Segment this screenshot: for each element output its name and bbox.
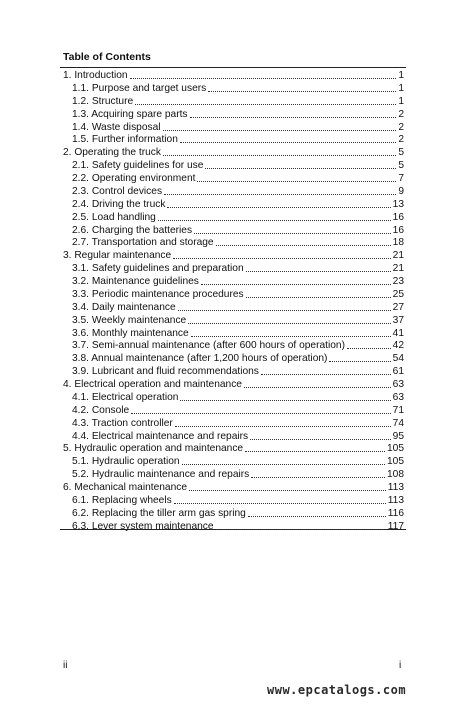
toc-leader-dots — [182, 456, 385, 465]
toc-entry-label: 3.4. Daily maintenance — [72, 301, 176, 313]
toc-entry-label: 3.1. Safety guidelines and preparation — [72, 263, 244, 275]
toc-entry-page: 116 — [387, 507, 404, 519]
toc-leader-dots — [246, 289, 391, 298]
toc-leader-dots — [194, 225, 391, 234]
toc-leader-dots — [164, 186, 396, 195]
toc-leader-dots — [250, 431, 391, 440]
toc-entry[interactable] — [63, 96, 404, 109]
toc-entry-label: 1.2. Structure — [72, 95, 134, 107]
toc-entry-page: 16 — [392, 224, 404, 236]
toc-entry-page: 21 — [392, 263, 404, 275]
toc-entry[interactable] — [63, 199, 404, 212]
toc-entry-page: 113 — [387, 482, 404, 493]
toc-entry[interactable] — [63, 302, 404, 315]
toc-entry-label: 2. Operating the truck — [63, 147, 161, 159]
toc-entry[interactable] — [63, 225, 404, 238]
toc-entry-label: 1.1. Purpose and target users — [72, 82, 207, 94]
toc-entry[interactable] — [63, 147, 404, 160]
toc-entry[interactable] — [63, 366, 404, 379]
toc-entry-page: 25 — [392, 288, 404, 300]
toc-entry[interactable] — [63, 212, 404, 225]
toc-leader-dots — [180, 392, 390, 401]
toc-entry-label: 2.7. Transportation and storage — [72, 237, 214, 249]
toc-entry-label: 4.1. Electrical operation — [72, 391, 179, 403]
toc-entry-page: 95 — [392, 430, 404, 442]
toc-leader-dots — [188, 315, 390, 324]
toc-entry-label: 2.5. Load handling — [72, 211, 156, 223]
toc-entry-label: 4.3. Traction controller — [72, 417, 173, 429]
toc-entry[interactable] — [63, 379, 404, 392]
toc-leader-dots — [216, 237, 391, 246]
toc-leader-dots — [178, 302, 391, 311]
toc-entry-page: 63 — [392, 391, 404, 403]
toc-entry-page: 5 — [398, 160, 404, 172]
toc-entry[interactable] — [63, 122, 404, 135]
toc-entry-page: 2 — [398, 121, 404, 133]
toc-entry-label: 3.5. Weekly maintenance — [72, 314, 187, 326]
toc-entry-label: 3.7. Semi-annual maintenance (after 600 hours of operation) — [72, 340, 345, 352]
toc-leader-dots — [329, 353, 390, 362]
toc-entry-page: 117 — [387, 520, 404, 532]
toc-entry-page: 27 — [392, 301, 404, 313]
toc-leader-dots — [130, 70, 397, 79]
toc-leader-dots — [246, 263, 391, 272]
toc-leader-dots — [163, 122, 397, 131]
toc-entry-label: 3.2. Maintenance guidelines — [72, 276, 199, 287]
toc-entry-label: 4. Electrical operation and maintenance — [63, 379, 242, 390]
toc-entry-label: 5. Hydraulic operation and maintenance — [63, 443, 244, 455]
toc-leader-dots — [180, 134, 396, 143]
toc-entry-label: 2.4. Driving the truck — [72, 198, 166, 210]
toc-entry-label: 1. Introduction — [63, 70, 128, 81]
toc-leader-dots — [245, 443, 385, 452]
toc-entry-label: 3.6. Monthly maintenance — [72, 327, 189, 339]
toc-leader-dots — [197, 173, 396, 182]
toc-leader-dots — [174, 495, 386, 504]
toc-entry[interactable] — [63, 134, 404, 147]
toc-entry[interactable] — [63, 250, 404, 263]
toc-leader-dots — [261, 366, 391, 375]
toc-entry-page: 7 — [398, 173, 404, 184]
toc-entry-page: 61 — [392, 366, 404, 378]
toc-entry-label: 5.1. Hydraulic operation — [72, 456, 180, 468]
toc-entry-label: 5.2. Hydraulic maintenance and repairs — [72, 469, 250, 481]
toc-entry[interactable] — [63, 160, 404, 173]
toc-entry-label: 6.1. Replacing wheels — [72, 494, 172, 506]
toc-entry[interactable] — [63, 469, 404, 482]
toc-entry-label: 6. Mechanical maintenance — [63, 482, 188, 493]
toc-entry-label: 3.3. Periodic maintenance procedures — [72, 288, 244, 300]
toc-entry[interactable] — [63, 340, 404, 353]
toc-entry[interactable] — [63, 237, 404, 250]
toc-entry[interactable] — [63, 173, 404, 186]
toc-entry-label: 2.6. Charging the batteries — [72, 224, 193, 236]
toc-leader-dots — [208, 83, 396, 92]
toc-leader-dots — [248, 508, 386, 517]
toc-leader-dots — [135, 96, 396, 105]
toc-entry[interactable] — [63, 431, 404, 444]
toc-entry-page: 2 — [398, 134, 404, 146]
toc-entry-page: 74 — [392, 417, 404, 429]
toc-entry[interactable] — [63, 418, 404, 431]
toc-entry-page: 1 — [398, 70, 404, 81]
toc-entry-page: 1 — [398, 82, 404, 94]
toc-entry[interactable] — [63, 405, 404, 418]
toc-entry-page: 63 — [392, 379, 404, 390]
toc-entry-label: 2.2. Operating environment — [72, 173, 196, 184]
toc-entry-page: 105 — [387, 456, 404, 468]
toc-entry-page: 13 — [392, 198, 404, 210]
toc-entry-page: 18 — [392, 237, 404, 249]
toc-entry-label: 4.2. Console — [72, 404, 130, 416]
toc-entry-page: 113 — [387, 494, 404, 506]
page-title: Table of Contents — [63, 51, 151, 63]
toc-leader-dots — [167, 199, 390, 208]
footer-page-left: ii — [63, 660, 68, 671]
toc-entry[interactable] — [63, 186, 404, 199]
toc-entry-page: 42 — [392, 340, 404, 352]
toc-leader-dots — [175, 418, 391, 427]
toc-leader-dots — [347, 340, 391, 349]
toc-leader-dots — [216, 521, 386, 530]
toc-entry-page: 2 — [398, 108, 404, 120]
toc-entry-label: 4.4. Electrical maintenance and repairs — [72, 430, 249, 442]
toc-list — [63, 70, 404, 534]
toc-leader-dots — [244, 379, 391, 388]
watermark-text: www.epcatalogs.com — [267, 683, 407, 697]
toc-entry-label: 3.8. Annual maintenance (after 1,200 hours of operation) — [72, 353, 328, 365]
toc-leader-dots — [189, 482, 386, 491]
toc-entry[interactable] — [63, 109, 404, 122]
toc-entry-page: 16 — [392, 211, 404, 223]
toc-entry-label: 3. Regular maintenance — [63, 250, 172, 262]
toc-entry-page: 21 — [392, 250, 404, 262]
toc-leader-dots — [201, 276, 391, 285]
toc-entry[interactable] — [63, 443, 404, 456]
toc-entry[interactable] — [63, 328, 404, 341]
toc-entry-label: 1.4. Waste disposal — [72, 121, 161, 133]
toc-entry[interactable] — [63, 315, 404, 328]
toc-entry-page: 54 — [392, 353, 404, 365]
toc-entry-label: 6.2. Replacing the tiller arm gas spring — [72, 507, 246, 519]
toc-entry-label: 6.3. Lever system maintenance — [72, 520, 214, 532]
toc-entry[interactable] — [63, 521, 404, 534]
toc-entry-label: 2.1. Safety guidelines for use — [72, 160, 204, 172]
toc-entry-label: 1.5. Further information — [72, 134, 178, 146]
toc-entry-page: 71 — [392, 404, 404, 416]
toc-entry-label: 1.3. Acquiring spare parts — [72, 108, 188, 120]
toc-entry-page: 105 — [387, 443, 404, 455]
toc-entry[interactable] — [63, 392, 404, 405]
toc-entry-label: 3.9. Lubricant and fluid recommendations — [72, 366, 259, 378]
toc-leader-dots — [191, 328, 391, 337]
toc-leader-dots — [173, 250, 390, 259]
toc-entry-page: 41 — [392, 327, 404, 339]
toc-entry[interactable] — [63, 508, 404, 521]
toc-leader-dots — [163, 147, 396, 156]
toc-entry-page: 23 — [392, 276, 404, 287]
toc-entry-page: 108 — [387, 469, 404, 481]
toc-leader-dots — [251, 469, 385, 478]
toc-entry[interactable] — [63, 456, 404, 469]
toc-entry-page: 37 — [392, 314, 404, 326]
toc-entry[interactable] — [63, 263, 404, 276]
toc-leader-dots — [205, 160, 396, 169]
toc-entry[interactable] — [63, 289, 404, 302]
toc-leader-dots — [158, 212, 391, 221]
toc-entry[interactable] — [63, 70, 404, 83]
toc-entry[interactable] — [63, 482, 404, 495]
toc-entry[interactable] — [63, 353, 404, 366]
toc-leader-dots — [190, 109, 397, 118]
footer-page-right: i — [399, 660, 402, 671]
toc-entry[interactable] — [63, 83, 404, 96]
toc-entry[interactable] — [63, 495, 404, 508]
toc-leader-dots — [131, 405, 390, 414]
toc-entry-page: 9 — [398, 185, 404, 197]
toc-entry-page: 5 — [398, 147, 404, 159]
toc-entry[interactable] — [63, 276, 404, 289]
toc-entry-label: 2.3. Control devices — [72, 185, 163, 197]
toc-entry-page: 1 — [398, 95, 404, 107]
